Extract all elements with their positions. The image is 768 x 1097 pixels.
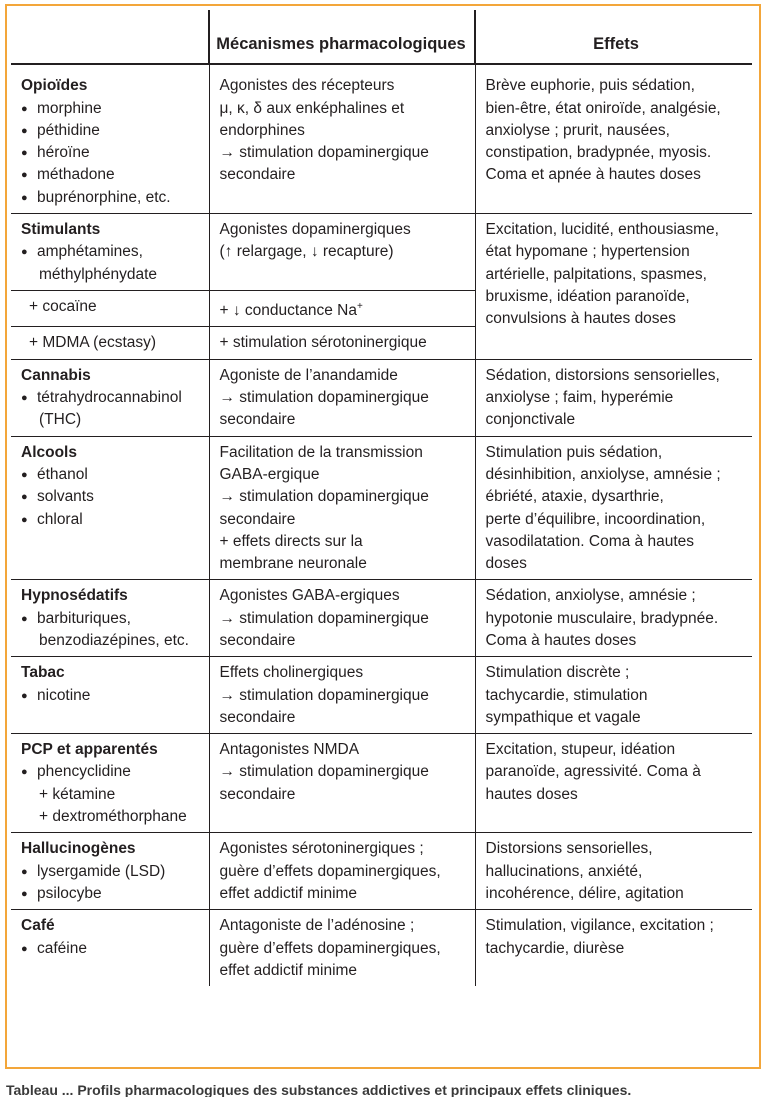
effects-cell xyxy=(475,214,752,360)
effects-line: tachycardie, diurèse xyxy=(485,939,625,957)
mechanism-line: → stimulation dopaminergique xyxy=(219,763,429,781)
substance-item: ● buprénorphine, etc. xyxy=(21,187,203,209)
table-row xyxy=(11,657,752,734)
effects-line: Stimulation puis sédation, xyxy=(485,443,663,461)
substance-item: ● méthadone xyxy=(21,164,203,186)
mechanism-line: Agonistes dopaminergiques xyxy=(219,221,411,239)
effects-line: Brève euphorie, puis sédation, xyxy=(485,77,695,95)
effects-line: conjonctivale xyxy=(485,411,576,429)
substance-item: ● lysergamide (LSD) xyxy=(21,861,203,883)
mechanism-line: guère d’effets dopaminergiques, xyxy=(219,939,441,957)
effects-line: Sédation, distorsions sensorielles, xyxy=(485,366,720,384)
mechanism-line: guère d’effets dopaminergiques, xyxy=(219,862,441,880)
table-row xyxy=(11,214,752,291)
mechanism-cell xyxy=(209,359,475,436)
effects-line: bien-être, état oniroïde, analgésie, xyxy=(485,99,721,117)
mechanism-line: Effets cholinergiques xyxy=(219,664,364,682)
drug-table xyxy=(11,10,752,986)
effects-line: anxiolyse ; prurit, nausées, xyxy=(485,121,670,139)
effects-line: tachycardie, stimulation xyxy=(485,686,648,704)
effects-line: état hypomane ; hypertension xyxy=(485,243,690,261)
substance-sub-item: + dextrométhorphane xyxy=(39,808,187,826)
mechanism-line: μ, κ, δ aux enképhalines et xyxy=(219,99,405,117)
mechanism-line: Antagoniste de l’adénosine ; xyxy=(219,917,415,935)
effects-line: constipation, bradypnée, myosis. xyxy=(485,144,712,162)
substance-cell xyxy=(11,580,209,657)
table-caption: Tableau ... Profils pharmacologiques des substances addictives et principaux effets cliniques. xyxy=(6,1082,632,1097)
table-row xyxy=(11,580,752,657)
substance-addon: + cocaïne xyxy=(29,297,97,315)
mechanism-cell xyxy=(209,290,475,326)
mechanism-addon-sup: + xyxy=(356,300,363,312)
effects-cell xyxy=(475,436,752,580)
substance-cell xyxy=(11,657,209,734)
effects-line: Distorsions sensorielles, xyxy=(485,840,653,858)
effects-cell xyxy=(475,64,752,213)
substance-cell xyxy=(11,290,209,326)
effects-line: Excitation, stupeur, idéation xyxy=(485,741,676,759)
mechanism-cell xyxy=(209,910,475,986)
table-row xyxy=(11,359,752,436)
mechanism-line: secondaire xyxy=(219,785,296,803)
effects-cell xyxy=(475,359,752,436)
mechanism-line: membrane neuronale xyxy=(219,555,367,573)
category-label: Cannabis xyxy=(21,366,91,384)
substance-cell xyxy=(11,833,209,910)
effects-line: Coma à hautes doses xyxy=(485,631,637,649)
category-label: Opioïdes xyxy=(21,77,88,95)
table-row xyxy=(11,64,752,213)
mechanism-line: secondaire xyxy=(219,510,296,528)
mechanism-line: → stimulation dopaminergique xyxy=(219,686,429,704)
effects-line: bruxisme, idéation paranoïde, xyxy=(485,287,690,305)
category-label: Alcools xyxy=(21,443,77,461)
substance-addon: + MDMA (ecstasy) xyxy=(29,334,157,352)
effects-line: perte d’équilibre, incoordination, xyxy=(485,510,706,528)
category-label: PCP et apparentés xyxy=(21,741,158,759)
mechanism-line: secondaire xyxy=(219,631,296,649)
mechanism-line: effet addictif minime xyxy=(219,884,358,902)
substance-cell xyxy=(11,327,209,359)
substance-item: ● chloral xyxy=(21,509,203,531)
substance-item: ● nicotine xyxy=(21,685,203,707)
mechanism-addon xyxy=(220,296,469,322)
mechanism-line: → stimulation dopaminergique xyxy=(219,609,429,627)
effects-line: sympathique et vagale xyxy=(485,708,641,726)
substance-item: ● tétrahydrocannabinol xyxy=(21,387,203,409)
effects-cell xyxy=(475,734,752,833)
substance-cell xyxy=(11,214,209,291)
mechanism-line: endorphines xyxy=(219,121,305,139)
mechanism-line: → stimulation dopaminergique xyxy=(219,144,429,162)
effects-line: hypotonie musculaire, bradypnée. xyxy=(485,609,719,627)
mechanism-line: secondaire xyxy=(219,411,296,429)
effects-line: doses xyxy=(485,555,527,573)
mechanism-line: Agoniste de l’anandamide xyxy=(219,366,398,384)
effects-line: vasodilatation. Coma à hautes xyxy=(485,532,695,550)
mechanism-cell xyxy=(209,214,475,291)
effects-line: Excitation, lucidité, enthousiasme, xyxy=(485,221,719,239)
substance-item: ● péthidine xyxy=(21,120,203,142)
effects-line: Stimulation, vigilance, excitation ; xyxy=(485,917,714,935)
category-label: Café xyxy=(21,917,55,935)
substance-item: ● amphétamines, xyxy=(21,241,203,263)
substance-cell xyxy=(11,64,209,213)
mechanism-cell xyxy=(209,436,475,580)
mechanism-line: Agonistes GABA-ergiques xyxy=(219,587,400,605)
effects-line: paranoïde, agressivité. Coma à xyxy=(485,763,701,781)
header-substance xyxy=(11,10,209,64)
mechanism-line: → stimulation dopaminergique xyxy=(219,488,429,506)
effects-line: hallucinations, anxiété, xyxy=(485,862,643,880)
mechanism-cell xyxy=(209,734,475,833)
mechanism-line: Antagonistes NMDA xyxy=(219,741,360,759)
category-label: Hallucinogènes xyxy=(21,840,136,858)
substance-continuation: benzodiazépines, etc. xyxy=(39,631,189,649)
mechanism-cell xyxy=(209,657,475,734)
table-row xyxy=(11,833,752,910)
substance-cell xyxy=(11,734,209,833)
header-effects: Effets xyxy=(475,10,752,64)
effects-line: convulsions à hautes doses xyxy=(485,310,676,328)
effects-line: désinhibition, anxiolyse, amnésie ; xyxy=(485,465,721,483)
substance-cell xyxy=(11,359,209,436)
mechanism-line: Agonistes des récepteurs xyxy=(219,77,395,95)
mechanism-line: secondaire xyxy=(219,708,296,726)
table-header-row xyxy=(11,10,752,64)
header-mechanisms: Mécanismes pharmacologiques xyxy=(209,10,475,64)
substance-cell xyxy=(11,910,209,986)
mechanism-line: secondaire xyxy=(219,166,296,184)
effects-line: artérielle, palpitations, spasmes, xyxy=(485,265,707,283)
table-row xyxy=(11,436,752,580)
substance-item: ● psilocybe xyxy=(21,883,203,905)
effects-line: ébriété, ataxie, dysarthrie, xyxy=(485,488,664,506)
effects-line: incohérence, délire, agitation xyxy=(485,884,684,902)
mechanism-line: GABA-ergique xyxy=(219,465,320,483)
effects-line: Stimulation discrète ; xyxy=(485,664,630,682)
effects-cell xyxy=(475,580,752,657)
effects-line: Coma et apnée à hautes doses xyxy=(485,166,701,184)
mechanism-addon xyxy=(220,332,469,354)
substance-item: ● phencyclidine xyxy=(21,761,203,783)
category-label: Hypnosédatifs xyxy=(21,587,128,605)
substance-item: ● héroïne xyxy=(21,142,203,164)
mechanism-cell xyxy=(209,833,475,910)
mechanism-cell xyxy=(209,64,475,213)
mechanism-line: Agonistes sérotoninergiques ; xyxy=(219,840,424,858)
substance-item: ● solvants xyxy=(21,486,203,508)
substance-continuation: (THC) xyxy=(39,411,82,429)
effects-cell xyxy=(475,833,752,910)
effects-line: anxiolyse ; faim, hyperémie xyxy=(485,389,674,407)
substance-item: ● caféine xyxy=(21,938,203,960)
mechanism-line: + effets directs sur la xyxy=(219,532,363,550)
mechanism-line: (↑ relargage, ↓ recapture) xyxy=(219,243,394,261)
mechanism-cell xyxy=(209,327,475,359)
substance-sub-item: + kétamine xyxy=(39,785,116,803)
mechanism-line: Facilitation de la transmission xyxy=(219,443,423,461)
mechanism-line: effet addictif minime xyxy=(219,961,358,979)
table-row xyxy=(11,910,752,986)
table-row xyxy=(11,734,752,833)
category-label: Stimulants xyxy=(21,221,101,239)
substance-item: ● éthanol xyxy=(21,464,203,486)
substance-item: ● barbituriques, xyxy=(21,608,203,630)
mechanism-addon-text: + ↓ conductance Na xyxy=(219,302,357,320)
effects-cell xyxy=(475,910,752,986)
category-label: Tabac xyxy=(21,664,65,682)
substance-item: ● morphine xyxy=(21,98,203,120)
effects-cell xyxy=(475,657,752,734)
mechanism-addon-text: + stimulation sérotoninergique xyxy=(219,334,427,352)
effects-line: Sédation, anxiolyse, amnésie ; xyxy=(485,587,696,605)
mechanism-cell xyxy=(209,580,475,657)
effects-line: hautes doses xyxy=(485,785,578,803)
substance-continuation: méthylphénydate xyxy=(39,265,158,283)
substance-cell xyxy=(11,436,209,580)
mechanism-line: → stimulation dopaminergique xyxy=(219,389,429,407)
